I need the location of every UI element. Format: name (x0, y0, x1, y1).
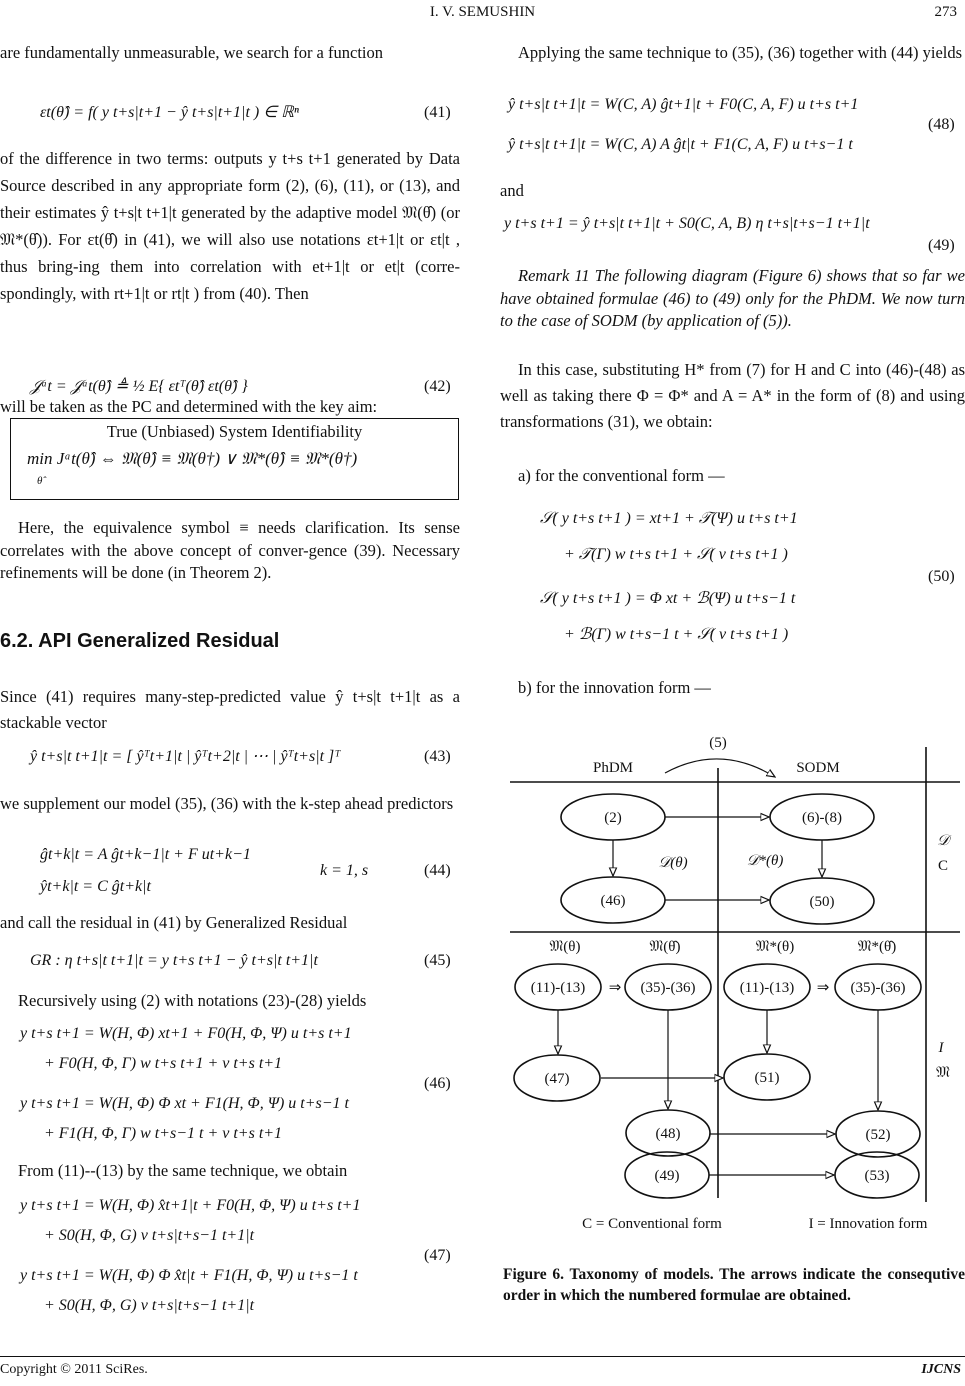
side-label-d: 𝒟 (937, 833, 949, 849)
equation-43: ŷ t+s|t t+1|t = [ ŷᵀt+1|t | ŷᵀt+2|t | ⋯ | ŷᵀt+s|t ]ᵀ (30, 748, 341, 765)
legend-conventional: C = Conventional form (582, 1216, 722, 1232)
equation-number: (45) (424, 952, 451, 969)
equation-50-line: + 𝒯(Γ) w t+s t+1 + 𝒮( v t+s t+1 ) (540, 546, 788, 563)
remark-paragraph: Remark 11 The following diagram (Figure 6) shows that so far we have obtained formulae (46) to (49) only for the PhDM. We now turn to the case of SODM (by application of (5)). (500, 266, 965, 330)
paragraph: Applying the same technique to (35), (36) together with (44) yields (518, 43, 963, 62)
paragraph: Recursively using (2) with notations (23)-(28) yields (18, 991, 367, 1010)
equation-46-line: y t+s t+1 = W(H, Φ) xt+1 + F0(H, Φ, Ψ) u t+s t+1 (20, 1025, 352, 1042)
paragraph: and (500, 181, 524, 200)
equation-44-range: k = 1, s (320, 862, 369, 879)
box-title: True (Unbiased) System Identifiability (106, 422, 363, 441)
mstar-theta-label: 𝔐*(θ) (755, 939, 795, 955)
paragraph: In this case, substituting H* from (7) for H and C into (46)-(48) as well as taking there Φ = Φ* and A = A* in the form of (8) and using transformations (31), we obtain: (500, 360, 965, 431)
equation-47-line: + S0(H, Φ, G) ν t+s|t+s−1 t+1|t (20, 1227, 255, 1244)
equation-number: (44) (424, 862, 451, 879)
equation-number: (42) (424, 378, 451, 395)
equation-47-line: y t+s t+1 = W(H, Φ) x̂t+1|t + F0(H, Φ, Ψ) u t+s t+1 (20, 1197, 361, 1214)
column-label-phdm: PhDM (592, 760, 634, 776)
equation-50-line: 𝒮( y t+s t+1 ) = xt+1 + 𝒯(Ψ) u t+s t+1 (540, 510, 798, 527)
equation-number: (50) (928, 568, 955, 585)
equation-number: (48) (928, 116, 955, 133)
page-number: 273 (934, 4, 957, 20)
equation-number: (43) (424, 748, 451, 765)
node-label: (35)-(36) (850, 980, 906, 996)
journal-name: IJCNS (921, 1362, 961, 1377)
equation-50-line: + ℬ(Γ) w t+s−1 t + 𝒮( v t+s t+1 ) (540, 626, 789, 643)
node-label: (11)-(13) (530, 980, 586, 996)
legend-innovation: I = Innovation form (808, 1216, 928, 1232)
node-label: (52) (865, 1127, 891, 1143)
equation-number: (47) (424, 1247, 451, 1264)
node-label: (51) (754, 1070, 780, 1086)
equation-46-line: + F1(H, Φ, Γ) w t+s−1 t + v t+s t+1 (20, 1125, 283, 1142)
equation-number: (41) (424, 104, 451, 121)
equation-48-line: ŷ t+s|t t+1|t = W(C, A) A ĝt|t + F1(C, A, F) u t+s−1 t (508, 136, 853, 153)
equation-number: (49) (928, 237, 955, 254)
node-label: (2) (604, 810, 622, 826)
identifiability-box (10, 418, 459, 500)
side-label-m: 𝔐 (936, 1065, 950, 1081)
node-label: (46) (600, 893, 626, 909)
equation-44a: ĝt+k|t = A ĝt+k−1|t + F ut+k−1 (40, 846, 251, 863)
running-header: I. V. SEMUSHIN (429, 4, 536, 20)
implies-symbol: ⇒ (816, 980, 830, 996)
section-heading: 6.2. API Generalized Residual (0, 630, 280, 652)
equation-45: GR : η t+s|t t+1|t = y t+s t+1 − ŷ t+s|t t+1|t (30, 952, 318, 969)
equation-41: εt(θ̂) = f( y t+s|t+1 − ŷ t+s|t+1|t ) ∈ ℝⁿ (40, 104, 299, 121)
box-equation: min Jᵃt(θ̂) ⇔ 𝔐(θ̂) ≡ 𝔐(θ†) ∨ 𝔐*(θ̂) ≡ 𝔐*(θ†) (27, 449, 358, 468)
node-label: (47) (544, 1071, 570, 1087)
equation-50-line: 𝒮( y t+s t+1 ) = Φ xt + ℬ(Ψ) u t+s−1 t (540, 590, 796, 607)
equation-number: (46) (424, 1075, 451, 1092)
copyright: Copyright © 2011 SciRes. (0, 1362, 148, 1377)
paragraph: of the difference in two terms: outputs y t+s t+1 generated by Data Source described in any appropriate form (2), (6), (11), or (13), and their estimates ŷ t+s|t t+1|t generated by the adaptive model 𝔐(θ̂) (or 𝔐*(θ̂)). For εt(θ̂) in (41), we will also use notations εt+1|t or εt|t , thus bring-ing them into correlation with et+1|t or et|t (corre-spondingly, with rt+1|t or rt|t ) from (40). Then (0, 149, 460, 303)
paragraph: Since (41) requires many-step-predicted value ŷ t+s|t t+1|t as a stackable vector (0, 687, 460, 732)
paragraph: are fundamentally unmeasurable, we search for a function (0, 43, 383, 62)
m-hat-label: 𝔐(θ̂) (649, 939, 681, 955)
taxonomy-diagram (505, 725, 965, 1255)
paragraph: From (11)--(13) by the same technique, we obtain (18, 1161, 348, 1180)
node-label: (11)-(13) (739, 980, 795, 996)
d-theta-label: 𝒟(θ) (658, 855, 688, 871)
node-label: (6)-(8) (802, 810, 842, 826)
equation-47-line: y t+s t+1 = W(H, Φ) Φ x̂t|t + F1(H, Φ, Ψ) u t+s−1 t (20, 1267, 358, 1284)
node-label: (50) (809, 894, 835, 910)
mstar-hat-label: 𝔐*(θ̂) (857, 939, 897, 955)
footer-rule (0, 1356, 965, 1357)
equation-46-line: y t+s t+1 = W(H, Φ) Φ xt + F1(H, Φ, Ψ) u t+s−1 t (20, 1095, 349, 1112)
paragraph: and call the residual in (41) by Generalized Residual (0, 913, 348, 932)
column-label-sodm: SODM (796, 760, 840, 776)
equation-44b: ŷt+k|t = C ĝt+k|t (40, 878, 151, 895)
m-theta-label: 𝔐(θ) (549, 939, 581, 955)
node-label: (48) (655, 1126, 681, 1142)
dstar-theta-label: 𝒟*(θ) (746, 853, 784, 869)
paragraph: we supplement our model (35), (36) with the k-step ahead predictors (0, 794, 454, 813)
node-label: (49) (654, 1168, 680, 1184)
node-label: (35)-(36) (640, 980, 696, 996)
node-label: (53) (864, 1168, 890, 1184)
arrow-label: (5) (709, 735, 727, 751)
equation-47-line: + S0(H, Φ, G) ν t+s|t+s−1 t+1|t (20, 1297, 255, 1314)
figure-caption: Figure 6. Taxonomy of models. The arrows indicate the consequtive order in which the numbered formulae are obtained. (503, 1266, 965, 1304)
equation-49: y t+s t+1 = ŷ t+s|t t+1|t + S0(C, A, B) η t+s|t+s−1 t+1|t (504, 215, 870, 232)
paragraph: Here, the equivalence symbol ≡ needs clarification. Its sense correlates with the above concept of conver-gence (39). Necessary refinements will be done (in Theorem 2). (0, 518, 460, 582)
paragraph: a) for the conventional form — (518, 466, 725, 485)
equation-48-line: ŷ t+s|t t+1|t = W(C, A) ĝt+1|t + F0(C, A, F) u t+s t+1 (508, 96, 859, 113)
side-label-c: C (937, 858, 949, 874)
equation-42: 𝒥ᵃt = 𝒥ᵃt(θ̂) ≜ ½ E{ εtᵀ(θ̂) εt(θ̂) } (30, 378, 248, 395)
box-subscript: θ̂ (37, 475, 43, 487)
arrow-5 (665, 759, 775, 777)
paragraph: will be taken as the PC and determined with the key aim: (0, 397, 378, 416)
equation-46-line: + F0(H, Φ, Γ) w t+s t+1 + v t+s t+1 (20, 1055, 283, 1072)
paragraph: b) for the innovation form — (518, 678, 711, 697)
implies-symbol: ⇒ (608, 980, 622, 996)
side-label-i: I (938, 1040, 944, 1056)
